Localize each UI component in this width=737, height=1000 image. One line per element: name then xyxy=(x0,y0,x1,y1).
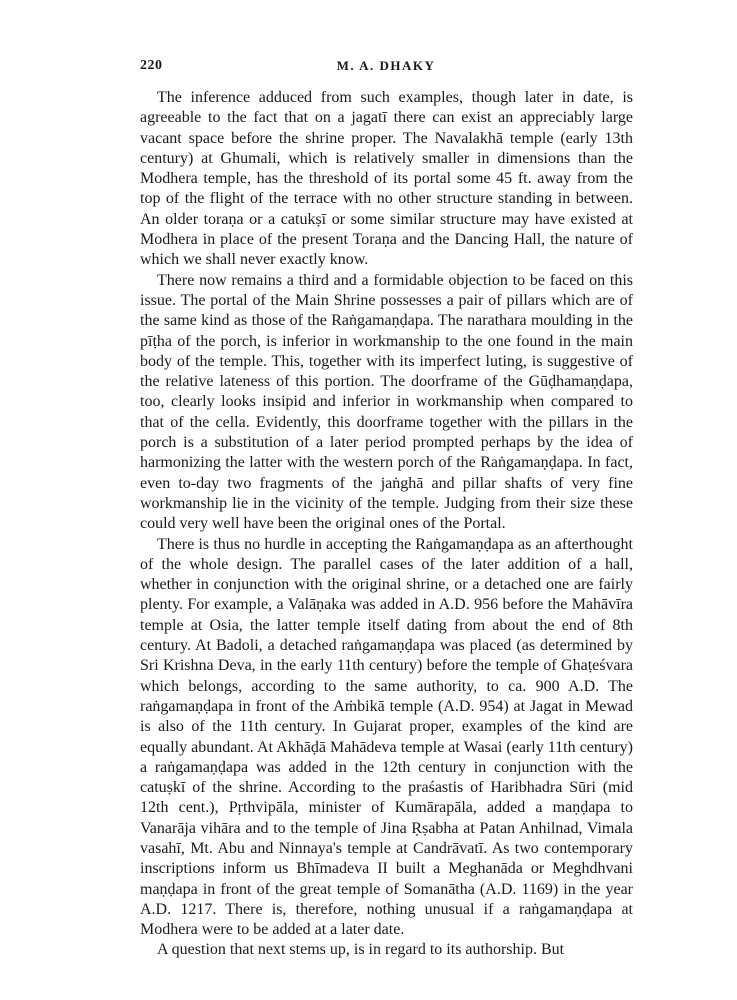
running-head-author: M. A. DHAKY xyxy=(336,58,436,73)
paragraph: There is thus no hurdle in accepting the Raṅgamaṇḍapa as an afterthought of the whole design. The parallel cases of the later addition of a hall, whether in conjunction with the original shrine, or a detached one are fairly plenty. For example, a Valāṇaka was added in A.D. 956 before the Mahāvīra temple at Osia, the latter temple itself dating from about the end of 8th century. At Badoli, a detached raṅgamaṇḍapa was placed (as determined by Sri Krishna Deva, in the early 11th century) before the temple of Ghaṭeśvara which belongs, according to the same authority, to ca. 900 A.D. The raṅgamaṇḍapa in front of the Aṁbikā temple (A.D. 954) at Jagat in Mewad is also of the 11th century. In Gujarat proper, examples of the kind are equally abundant. At Akhāḍā Mahādeva temple at Wasai (early 11th century) a raṅgamaṇḍapa was added in the 12th century in conjunction with the catuṣkī of the shrine. According to the praśastis of Haribhadra Sūri (mid 12th cent.), Pṛthvipāla, minister of Kumārapāla, added a maṇḍapa to Vanarāja vihāra and to the temple of Jina Ṛṣabha at Patan Anhilnad, Vimala vasahī, Mt. Abu and Ninnaya's temple at Candrāvatī. As two contemporary inscriptions inform us Bhīmadeva II built a Meghanāda or Meghdhvani maṇḍapa in front of the great temple of Somanātha (A.D. 1169) in the year A.D. 1217. There is, therefore, nothing unusual if a raṅgamaṇḍapa at Modhera were to be added at a later date. xyxy=(140,535,633,939)
paragraph: There now remains a third and a formidable objection to be faced on this issue. The portal of the Main Shrine possesses a pair of pillars which are of the same kind as those of the Raṅgamaṇḍapa. The narathara moulding in the pīṭha of the porch, is inferior in workmanship to the one found in the main body of the temple. This, together with its imperfect luting, is suggestive of the relative lateness of this portion. The doorframe of the Gūḍhamaṇḍapa, too, clearly looks insipid and inferior in workmanship when compared to that of the cella. Evidently, this doorframe together with the pillars in the porch is a substitution of a later period prompted perhaps by the idea of harmonizing the latter with the western porch of the Raṅgamaṇḍapa. In fact, even to-day two fragments of the jaṅghā and pillar shafts of very fine workmanship lie in the vicinity of the temple. Judging from their size these could very well have been the original ones of the Portal. xyxy=(140,271,633,533)
page-number: 220 xyxy=(140,58,163,73)
body-text xyxy=(140,88,633,961)
paragraph: A question that next stems up, is in regard to its authorship. But xyxy=(157,941,565,959)
page-header xyxy=(140,58,632,78)
paragraph: The inference adduced from such examples, though later in date, is agreeable to the fact that on a jagatī there can exist an appreciably large vacant space before the shrine proper. The Navalakhā temple (early 13th century) at Ghumali, which is relatively smaller in dimensions than the Modhera temple, has the threshold of its portal some 45 ft. away from the top of the flight of the terrace with no other structure standing in between. An older toraṇa or a catukṣī or some similar structure may have existed at Modhera in place of the present Toraṇa and the Dancing Hall, the nature of which we shall never exactly know. xyxy=(140,89,633,269)
